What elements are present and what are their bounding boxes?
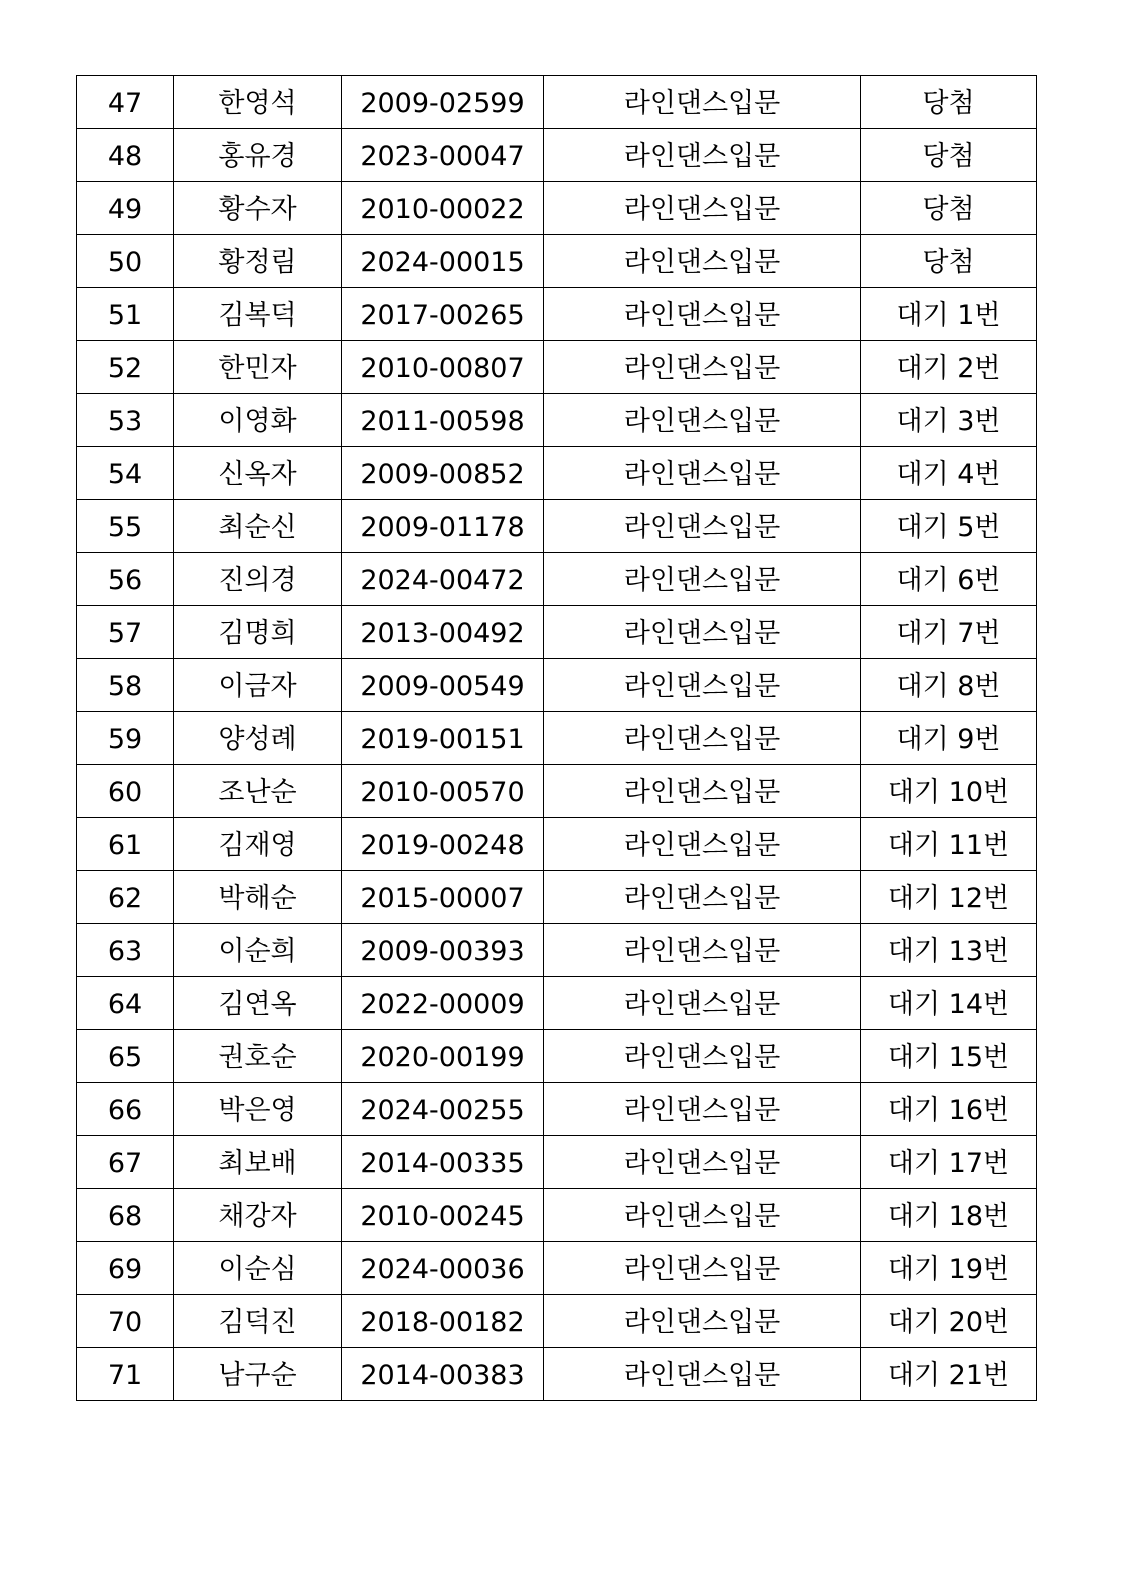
table-row [77,1348,1037,1401]
member-id-cell: 2009-00549 [342,659,544,712]
row-number-cell: 62 [77,871,174,924]
applicant-name-cell: 김연옥 [174,977,342,1030]
course-name-cell: 라인댄스입문 [544,447,861,500]
row-number-cell: 49 [77,182,174,235]
table-row [77,977,1037,1030]
member-id-cell: 2024-00472 [342,553,544,606]
member-id-cell: 2010-00570 [342,765,544,818]
applicant-name-cell: 박은영 [174,1083,342,1136]
applicant-name-cell: 한영석 [174,76,342,129]
row-number-cell: 58 [77,659,174,712]
table-body [77,76,1037,1401]
course-name-cell: 라인댄스입문 [544,76,861,129]
course-name-cell: 라인댄스입문 [544,129,861,182]
lottery-result-table [76,75,1037,1401]
applicant-name-cell: 이금자 [174,659,342,712]
row-number-cell: 47 [77,76,174,129]
course-name-cell: 라인댄스입문 [544,500,861,553]
lottery-result-cell: 대기 9번 [861,712,1037,765]
applicant-name-cell: 김재영 [174,818,342,871]
member-id-cell: 2010-00245 [342,1189,544,1242]
lottery-result-cell: 대기 15번 [861,1030,1037,1083]
lottery-result-cell: 대기 19번 [861,1242,1037,1295]
course-name-cell: 라인댄스입문 [544,818,861,871]
table-row [77,394,1037,447]
lottery-result-cell: 당첨 [861,76,1037,129]
lottery-result-cell: 대기 18번 [861,1189,1037,1242]
member-id-cell: 2010-00022 [342,182,544,235]
row-number-cell: 71 [77,1348,174,1401]
applicant-name-cell: 신옥자 [174,447,342,500]
table-row [77,1083,1037,1136]
lottery-result-cell: 대기 1번 [861,288,1037,341]
course-name-cell: 라인댄스입문 [544,1136,861,1189]
applicant-name-cell: 조난순 [174,765,342,818]
table-row [77,1030,1037,1083]
member-id-cell: 2009-02599 [342,76,544,129]
row-number-cell: 51 [77,288,174,341]
member-id-cell: 2018-00182 [342,1295,544,1348]
course-name-cell: 라인댄스입문 [544,1348,861,1401]
member-id-cell: 2011-00598 [342,394,544,447]
lottery-result-cell: 대기 5번 [861,500,1037,553]
applicant-name-cell: 이영화 [174,394,342,447]
table-row [77,659,1037,712]
row-number-cell: 52 [77,341,174,394]
table-row [77,341,1037,394]
row-number-cell: 64 [77,977,174,1030]
applicant-name-cell: 김명희 [174,606,342,659]
lottery-result-cell: 대기 17번 [861,1136,1037,1189]
table-row [77,76,1037,129]
lottery-result-cell: 대기 13번 [861,924,1037,977]
applicant-name-cell: 박해순 [174,871,342,924]
course-name-cell: 라인댄스입문 [544,1083,861,1136]
table-row [77,1295,1037,1348]
course-name-cell: 라인댄스입문 [544,871,861,924]
lottery-result-cell: 대기 21번 [861,1348,1037,1401]
member-id-cell: 2009-01178 [342,500,544,553]
lottery-result-cell: 대기 8번 [861,659,1037,712]
applicant-name-cell: 김덕진 [174,1295,342,1348]
course-name-cell: 라인댄스입문 [544,712,861,765]
table-row [77,765,1037,818]
member-id-cell: 2024-00036 [342,1242,544,1295]
applicant-name-cell: 김복덕 [174,288,342,341]
member-id-cell: 2009-00393 [342,924,544,977]
member-id-cell: 2024-00255 [342,1083,544,1136]
table-row [77,1136,1037,1189]
member-id-cell: 2020-00199 [342,1030,544,1083]
lottery-result-cell: 대기 12번 [861,871,1037,924]
member-id-cell: 2024-00015 [342,235,544,288]
course-name-cell: 라인댄스입문 [544,1189,861,1242]
applicant-name-cell: 한민자 [174,341,342,394]
lottery-result-cell: 대기 16번 [861,1083,1037,1136]
course-name-cell: 라인댄스입문 [544,341,861,394]
table-row [77,129,1037,182]
applicant-name-cell: 진의경 [174,553,342,606]
course-name-cell: 라인댄스입문 [544,182,861,235]
lottery-result-cell: 대기 10번 [861,765,1037,818]
lottery-result-cell: 대기 11번 [861,818,1037,871]
table-row [77,1189,1037,1242]
table-row [77,606,1037,659]
row-number-cell: 67 [77,1136,174,1189]
course-name-cell: 라인댄스입문 [544,1242,861,1295]
applicant-name-cell: 홍유경 [174,129,342,182]
table-row [77,447,1037,500]
course-name-cell: 라인댄스입문 [544,394,861,447]
row-number-cell: 63 [77,924,174,977]
lottery-result-cell: 대기 4번 [861,447,1037,500]
course-name-cell: 라인댄스입문 [544,235,861,288]
applicant-name-cell: 채강자 [174,1189,342,1242]
member-id-cell: 2014-00383 [342,1348,544,1401]
course-name-cell: 라인댄스입문 [544,553,861,606]
lottery-result-cell: 대기 2번 [861,341,1037,394]
course-name-cell: 라인댄스입문 [544,924,861,977]
applicant-name-cell: 황수자 [174,182,342,235]
row-number-cell: 61 [77,818,174,871]
applicant-name-cell: 양성례 [174,712,342,765]
member-id-cell: 2023-00047 [342,129,544,182]
member-id-cell: 2010-00807 [342,341,544,394]
course-name-cell: 라인댄스입문 [544,1295,861,1348]
row-number-cell: 60 [77,765,174,818]
row-number-cell: 53 [77,394,174,447]
row-number-cell: 69 [77,1242,174,1295]
row-number-cell: 55 [77,500,174,553]
row-number-cell: 59 [77,712,174,765]
lottery-result-cell: 당첨 [861,235,1037,288]
member-id-cell: 2015-00007 [342,871,544,924]
table-row [77,712,1037,765]
member-id-cell: 2019-00151 [342,712,544,765]
lottery-result-cell: 대기 20번 [861,1295,1037,1348]
course-name-cell: 라인댄스입문 [544,659,861,712]
applicant-name-cell: 황정림 [174,235,342,288]
row-number-cell: 56 [77,553,174,606]
row-number-cell: 54 [77,447,174,500]
course-name-cell: 라인댄스입문 [544,977,861,1030]
applicant-name-cell: 남구순 [174,1348,342,1401]
member-id-cell: 2022-00009 [342,977,544,1030]
applicant-name-cell: 권호순 [174,1030,342,1083]
lottery-result-cell: 대기 14번 [861,977,1037,1030]
table-row [77,235,1037,288]
table-row [77,500,1037,553]
applicant-name-cell: 이순희 [174,924,342,977]
table-row [77,182,1037,235]
table-row [77,871,1037,924]
table-row [77,924,1037,977]
row-number-cell: 70 [77,1295,174,1348]
applicant-name-cell: 이순심 [174,1242,342,1295]
row-number-cell: 57 [77,606,174,659]
table-row [77,818,1037,871]
applicant-name-cell: 최순신 [174,500,342,553]
member-id-cell: 2017-00265 [342,288,544,341]
table-row [77,1242,1037,1295]
member-id-cell: 2014-00335 [342,1136,544,1189]
lottery-result-cell: 대기 3번 [861,394,1037,447]
course-name-cell: 라인댄스입문 [544,765,861,818]
member-id-cell: 2019-00248 [342,818,544,871]
row-number-cell: 50 [77,235,174,288]
row-number-cell: 68 [77,1189,174,1242]
applicant-name-cell: 최보배 [174,1136,342,1189]
course-name-cell: 라인댄스입문 [544,1030,861,1083]
course-name-cell: 라인댄스입문 [544,606,861,659]
lottery-result-cell: 당첨 [861,182,1037,235]
table-row [77,288,1037,341]
lottery-result-cell: 당첨 [861,129,1037,182]
course-name-cell: 라인댄스입문 [544,288,861,341]
member-id-cell: 2009-00852 [342,447,544,500]
lottery-result-cell: 대기 6번 [861,553,1037,606]
member-id-cell: 2013-00492 [342,606,544,659]
row-number-cell: 65 [77,1030,174,1083]
lottery-result-cell: 대기 7번 [861,606,1037,659]
row-number-cell: 48 [77,129,174,182]
table-row [77,553,1037,606]
row-number-cell: 66 [77,1083,174,1136]
